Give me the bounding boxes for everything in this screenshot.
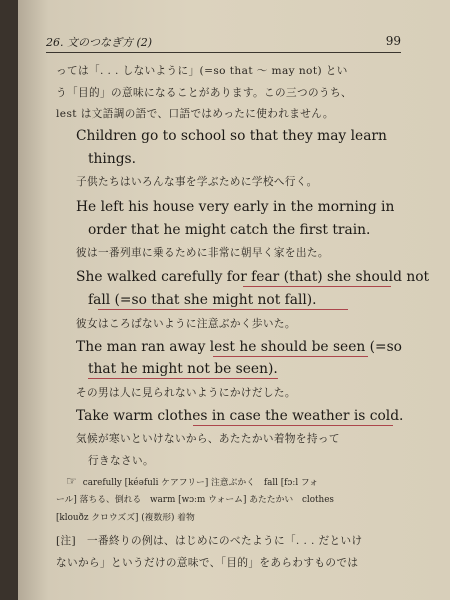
vocab-text: carefully [kéəfuli ケアフリー] 注意ぶかく fall [fɔːl フォ xyxy=(82,478,319,488)
example-translation: 子供たちはいろんな事を学ぶために学校へ行く。 xyxy=(76,176,318,188)
running-header xyxy=(46,34,401,53)
example-sentence: She walked carefully for fear (that) she should not xyxy=(76,269,430,285)
vocab-note-line xyxy=(66,474,318,488)
example-sentence: order that he might catch the first train. xyxy=(88,222,371,238)
example-sentence: The man ran away lest he should be seen (=so xyxy=(76,339,402,355)
page-number: 99 xyxy=(385,34,401,48)
intro-line: う「目的」の意味になることがあります。この三つのうち、 xyxy=(56,87,352,99)
intro-line: lest は文語調の語で、口語ではめったに使われません。 xyxy=(56,108,334,120)
example-translation: 行きなさい。 xyxy=(88,455,154,467)
pointing-hand-icon: ☞ xyxy=(66,474,77,488)
footnote-line: ないから」というだけの意味で、「目的」をあらわすものでは xyxy=(56,557,359,569)
footnote-line: [注] 一番終りの例は、はじめにのべたように「. . . だといけ xyxy=(56,535,363,547)
chapter-title: 26. 文のつなぎ方 (2) xyxy=(46,36,153,49)
example-translation: 彼女はころばないように注意ぶかく歩いた。 xyxy=(76,318,296,330)
example-translation: 気候が寒いといけないから、あたたかい着物を持って xyxy=(76,433,340,445)
red-underline xyxy=(213,356,368,357)
book-page xyxy=(18,0,450,600)
example-sentence: Take warm clothes in case the weather is cold. xyxy=(76,408,404,424)
example-translation: その男は人に見られないようにかけだした。 xyxy=(76,387,296,399)
red-underline xyxy=(193,425,393,426)
intro-line: っては「. . . しないように」(=so that ～ may not) とい xyxy=(56,65,348,77)
example-sentence: fall (=so that she might not fall). xyxy=(88,292,317,308)
example-sentence: Children go to school so that they may learn xyxy=(76,128,387,144)
example-sentence: that he might not be seen). xyxy=(88,361,278,377)
example-sentence: He left his house very early in the morning in xyxy=(76,199,395,215)
red-underline xyxy=(243,286,391,287)
red-underline xyxy=(88,378,278,379)
vocab-note-line: [klouðz クロウズズ] (複数形) 着物 xyxy=(56,513,195,523)
example-sentence: things. xyxy=(88,151,137,167)
vocab-note-line: ール] 落ちる、倒れる warm [wɔːm ウォーム] あたたかい clothes xyxy=(56,495,334,505)
red-underline xyxy=(98,309,348,310)
example-translation: 彼は一番列車に乗るために非常に朝早く家を出た。 xyxy=(76,247,329,259)
